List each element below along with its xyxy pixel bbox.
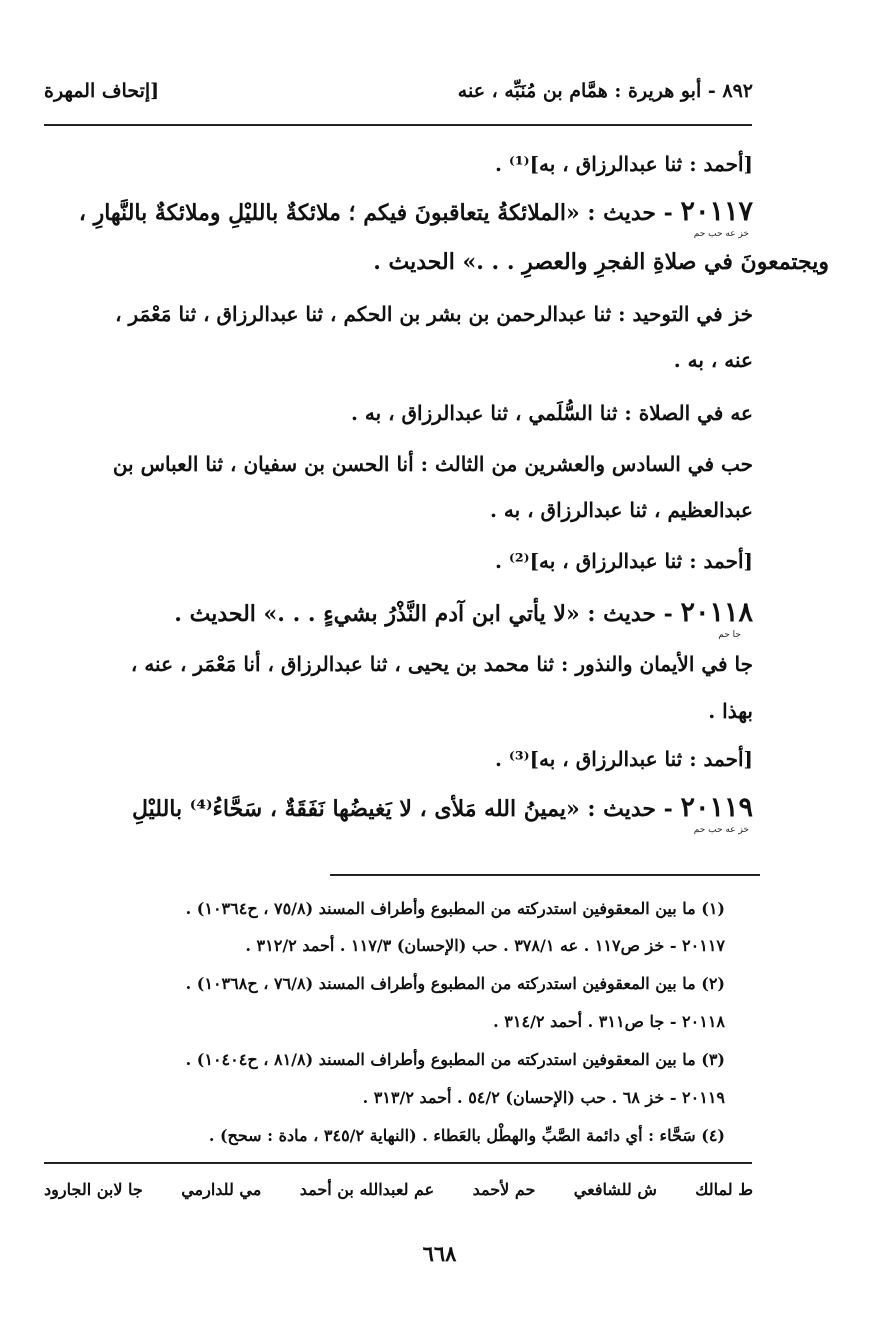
legend-rule — [44, 1162, 752, 1164]
text-line: خز في التوحيد : ثنا عبدالرحمن بن بشر بن الحكم ، ثنا عبدالرزاق ، ثنا مَعْمَر ، — [115, 302, 753, 326]
header-rule — [44, 124, 752, 126]
text-line: بهذا . — [708, 699, 753, 723]
hadith-sigla: جا حم — [718, 630, 741, 640]
hadith-heading-line — [132, 792, 753, 823]
text-line: [أحمد : ثنا عبدالرزاق ، به]⁽²⁾ . — [494, 549, 753, 573]
hadith-number: ٢٠١١٨ — [680, 597, 753, 628]
hadith-sigla: خز عه حب حم — [693, 229, 749, 239]
text-line: جا في الأيمان والنذور : ثنا محمد بن يحيى ، ثنا عبدالرزاق ، أنا مَعْمَر ، عنه ، — [130, 652, 753, 676]
footnote: (٤) سَحَّاء : أي دائمة الصَّبِّ والهطْل بالعَطاء . (النهاية ٣٤٥/٢ ، مادة : سحح) . — [208, 1126, 725, 1145]
hadith-text: - حديث : «لا يأتي ابن آدم النَّذْرُ بشيءٍ . . .» الحديث . — [174, 601, 673, 627]
text-line: [أحمد : ثنا عبدالرزاق ، به]⁽¹⁾ . — [494, 152, 753, 176]
hadith-sigla: خز عه حب حم — [693, 825, 749, 835]
text-line: [أحمد : ثنا عبدالرزاق ، به]⁽³⁾ . — [494, 747, 753, 771]
legend-item: ش للشافعي — [573, 1180, 657, 1199]
text-line: عبدالعظيم ، ثنا عبدالرزاق ، به . — [489, 498, 753, 522]
legend-item: جا لابن الجارود — [44, 1180, 143, 1199]
hadith-text: - حديث : «الملائكةُ يتعاقبونَ فيكم ؛ ملائكةٌ بالليْلِ وملائكةٌ بالنَّهارِ ، — [78, 200, 673, 226]
footnote: (٢) ما بين المعقوفين استدركته من المطبوع وأطراف المسند (٧٦/٨ ، ح١٠٣٦٨) . — [185, 974, 725, 993]
hadith-text-line: ويجتمعونَ في صلاةِ الفجرِ والعصرِ . . .» الحديث . — [373, 249, 829, 275]
running-header-right: ٨٩٢ - أبو هريرة : همَّام بن مُنَبِّه ، عنه — [457, 80, 753, 102]
hadith-number: ٢٠١١٧ — [680, 196, 753, 227]
hadith-number: ٢٠١١٩ — [680, 792, 753, 823]
footnote: ٢٠١١٩ - خز ٦٨ . حب (الإحسان) ٥٤/٢ . أحمد ٣١٣/٢ . — [362, 1088, 725, 1107]
footnote: (١) ما بين المعقوفين استدركته من المطبوع وأطراف المسند (٧٥/٨ ، ح١٠٣٦٤) . — [185, 899, 725, 918]
text-line: حب في السادس والعشرين من الثالث : أنا الحسن بن سفيان ، ثنا العباس بن — [112, 452, 753, 476]
hadith-text: - حديث : «يمينُ الله مَلأى ، لا يَغيضُها نَفَقَةٌ ، سَحَّاءُ⁽⁴⁾ بالليْلِ — [132, 796, 673, 822]
legend-item: عم لعبدالله بن أحمد — [299, 1180, 435, 1199]
sigla-legend — [44, 1180, 753, 1199]
legend-item: ط لمالك — [695, 1180, 753, 1199]
hadith-heading-line — [79, 196, 753, 227]
page-number: ٦٦٨ — [422, 1241, 457, 1266]
footnote: ٢٠١١٧ - خز ص١١٧ . عه ٣٧٨/١ . حب (الإحسان) ١١٧/٣ . أحمد ٣١٢/٢ . — [245, 936, 725, 955]
legend-item: مي للدارمي — [181, 1180, 262, 1199]
text-line: عنه ، به . — [673, 348, 753, 372]
hadith-heading-line — [174, 597, 753, 628]
text-line: عه في الصلاة : ثنا السُّلَمي ، ثنا عبدالرزاق ، به . — [350, 401, 753, 425]
footnote: (٣) ما بين المعقوفين استدركته من المطبوع وأطراف المسند (٨١/٨ ، ح١٠٤٠٤) . — [185, 1050, 725, 1069]
running-header-left: [إتحاف المهرة — [44, 80, 160, 102]
footnote-rule — [330, 874, 760, 876]
footnote: ٢٠١١٨ - جا ص٣١١ . أحمد ٣١٤/٢ . — [493, 1012, 725, 1031]
legend-item: حم لأحمد — [472, 1180, 536, 1199]
